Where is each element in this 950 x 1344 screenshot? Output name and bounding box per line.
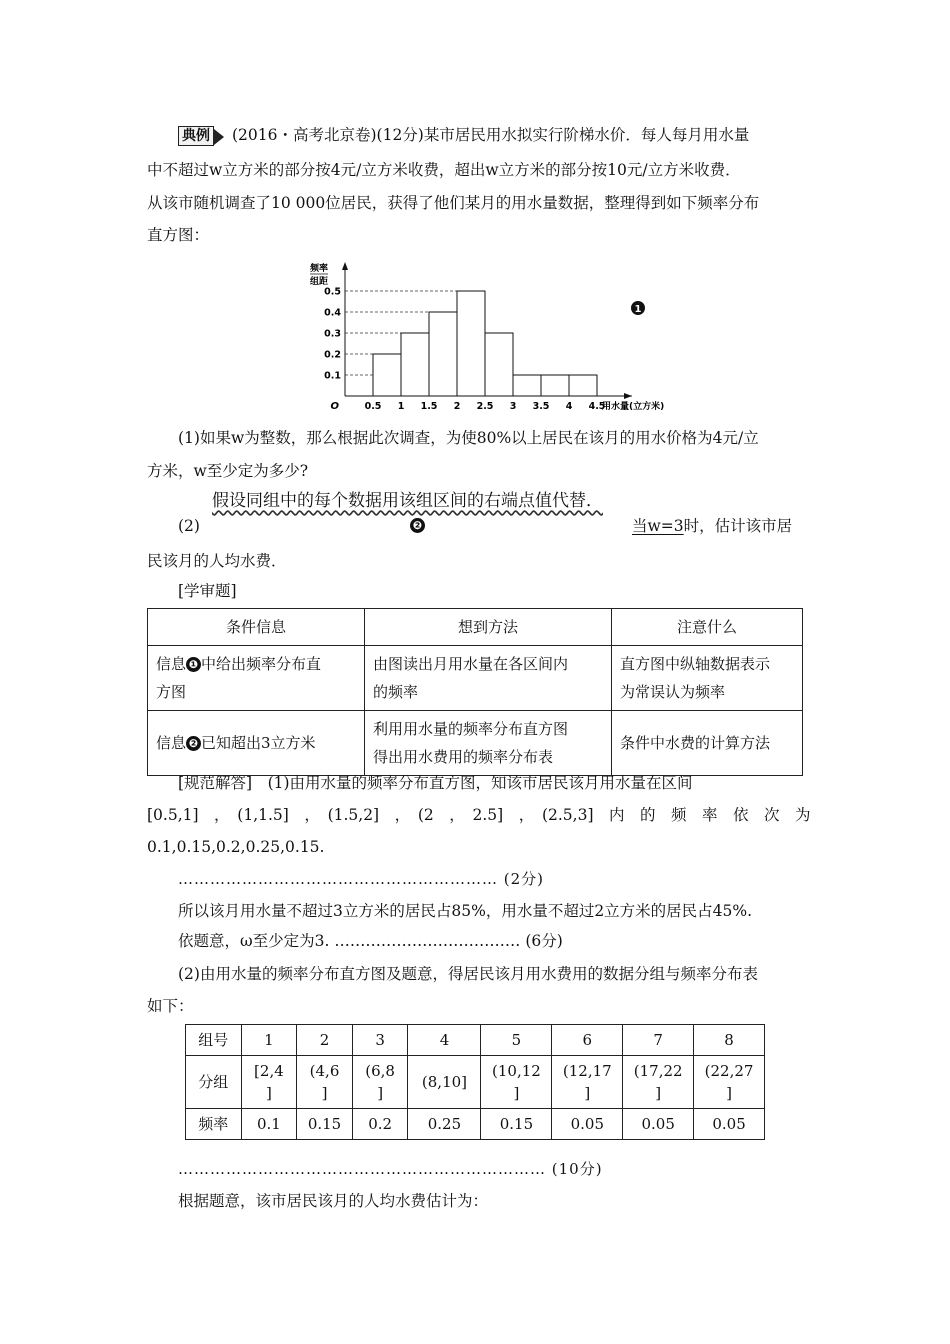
marker-1 — [631, 301, 645, 315]
question-1-line-2: 方米，w至少定为多少? — [147, 462, 309, 480]
fee-table-cell: 0.05 — [694, 1109, 765, 1140]
histogram-bar — [513, 375, 541, 396]
example-line-3: 从该市随机调查了10 000位居民，获得了他们某月的用水量数据，整理得到如下频率分布 — [147, 194, 760, 212]
fee-frequency-table — [185, 1024, 765, 1140]
review-info-cell: 信息 ❶ 中给出频率分布直 方图 — [148, 646, 365, 711]
fee-table-cell: 0.15 — [297, 1109, 353, 1140]
fee-table-row-label: 频率 — [186, 1109, 242, 1140]
question-2-label: (2) — [178, 517, 200, 535]
fee-table-cell: 0.05 — [552, 1109, 623, 1140]
fee-table-cell: 0.2 — [352, 1109, 408, 1140]
histogram-bar — [457, 291, 485, 396]
histogram-bar — [429, 312, 457, 396]
frequency-histogram — [300, 258, 670, 418]
fee-table-cell: 8 — [694, 1025, 765, 1056]
fee-table-cell: 0.05 — [623, 1109, 694, 1140]
review-header-cell: 注意什么 — [612, 609, 803, 646]
solution-line-2: [0.5,1] ， (1,1.5] ， (1.5,2] ， (2 ， 2.5] ， (2.5,3] 内 的 频 率 依 次 为 — [147, 806, 811, 824]
question-1-line-1: (1)如果w为整数，那么根据此次调查，为使80%以上居民在该月的用水价格为4元/立 — [178, 429, 759, 447]
x-axis-label: 用水量(立方米) — [602, 402, 665, 412]
solution-line-5: 依题意，ω至少定为3. ……………………………… (6分) — [178, 932, 563, 950]
x-tick-label: 0.5 — [364, 401, 382, 412]
marker-1-text: 1 — [634, 304, 642, 315]
x-tick-label: 2.5 — [476, 401, 494, 412]
y-tick-label: 0.1 — [324, 370, 341, 382]
histogram-bar — [373, 354, 401, 396]
question-2-tail: 当w=3时，估计该市居 — [632, 517, 793, 535]
fee-table-cell: 1 — [241, 1025, 297, 1056]
x-tick-label: 3 — [509, 401, 517, 412]
example-line-1: 典例 (2016・高考北京卷)(12分)某市居民用水拟实行阶梯水价．每人每月用水量 — [178, 124, 749, 146]
fee-table-cell: 6 — [552, 1025, 623, 1056]
review-row — [148, 711, 803, 776]
x-tick-label: 1.5 — [420, 401, 438, 412]
fee-table-cell: 5 — [481, 1025, 552, 1056]
y-axis-label-top: 频率 — [310, 264, 329, 274]
x-tick-label: 3.5 — [532, 401, 550, 412]
solution-line-7: 如下： — [147, 997, 194, 1015]
y-tick-label: 0.3 — [324, 328, 341, 340]
solution-line-3: 0.1,0.15,0.2,0.25,0.15. — [147, 838, 325, 856]
score-line-3: …………………………………………………………… (10分) — [178, 1160, 603, 1178]
solution-line-8: 根据题意，该市居民该月的人均水费估计为： — [178, 1192, 489, 1210]
x-axis-arrow — [624, 393, 632, 399]
review-method-cell: 由图读出月用水量在各区间内 的频率 — [365, 646, 612, 711]
solution-line-6: (2)由用水量的频率分布直方图及题意，得居民该月用水费用的数据分组与频率分布表 — [178, 965, 758, 983]
fee-table-cell: (22,27 ] — [694, 1056, 765, 1109]
fee-table-cell: (17,22 ] — [623, 1056, 694, 1109]
x-tick-label: 4.5 — [588, 401, 606, 412]
fee-table-cell: 0.1 — [241, 1109, 297, 1140]
fee-table-row-freqs — [186, 1109, 765, 1140]
marker-2-icon: ❷ — [186, 736, 201, 751]
question-2-note: 假设同组中的每个数据用该组区间的右端点值代替． — [212, 491, 603, 511]
fee-table-row-ids — [186, 1025, 765, 1056]
review-header-cell: 条件信息 — [148, 609, 365, 646]
marker-2 — [410, 514, 425, 536]
fee-table-cell: (10,12 ] — [481, 1056, 552, 1109]
fee-table-cell: (6,8 ] — [352, 1056, 408, 1109]
histogram-bar — [541, 375, 569, 396]
marker-2-icon: ❷ — [410, 518, 425, 533]
fee-table-cell: 4 — [408, 1025, 481, 1056]
histogram-bar — [485, 333, 513, 396]
fee-table-row-groups — [186, 1056, 765, 1109]
histogram-bar — [401, 333, 429, 396]
fee-table-cell: 7 — [623, 1025, 694, 1056]
score-line-1: …………………………………………………… (2分) — [178, 870, 545, 888]
solution-line-4: 所以该月用水量不超过3立方米的居民占85%，用水量不超过2立方米的居民占45%. — [178, 902, 753, 920]
review-method-cell: 利用用水量的频率分布直方图 得出用水费用的频率分布表 — [365, 711, 612, 776]
marker-1-icon: ❶ — [186, 657, 201, 672]
question-2-line-2: 民该月的人均水费． — [147, 552, 287, 570]
x-tick-label: 4 — [565, 401, 573, 412]
y-axis-label-bottom: 组距 — [310, 277, 329, 287]
review-note-cell: 条件中水费的计算方法 — [612, 711, 803, 776]
fee-table-row-label: 组号 — [186, 1025, 242, 1056]
fee-table-cell: 0.25 — [408, 1109, 481, 1140]
x-tick-label: 2 — [453, 401, 461, 412]
solution-line-1: [规范解答] (1)由用水量的频率分布直方图，知该市居民该月用水量在区间 — [178, 774, 693, 792]
example-line-2: 中不超过w立方米的部分按4元/立方米收费，超出w立方米的部分按10元/立方米收费． — [147, 161, 741, 179]
example-tag: 典例 — [178, 126, 214, 146]
fee-table-row-label: 分组 — [186, 1056, 242, 1109]
y-tick-label: 0.4 — [324, 307, 341, 319]
histogram-bar — [569, 375, 597, 396]
fee-table-cell: 0.15 — [481, 1109, 552, 1140]
fee-table-cell: 2 — [297, 1025, 353, 1056]
review-heading: [学审题] — [178, 582, 237, 600]
review-table — [147, 608, 803, 776]
review-info-cell: 信息 ❷ 已知超出3立方米 — [148, 711, 365, 776]
fee-table-cell: (8,10] — [408, 1056, 481, 1109]
y-axis-arrow — [342, 262, 348, 270]
review-header-row — [148, 609, 803, 646]
y-tick-label: 0.5 — [324, 286, 341, 298]
review-note-cell: 直方图中纵轴数据表示 为常误认为频率 — [612, 646, 803, 711]
origin-label: O — [330, 401, 339, 412]
x-tick-label: 1 — [397, 401, 405, 412]
fee-table-cell: [2,4 ] — [241, 1056, 297, 1109]
fee-table-cell: 3 — [352, 1025, 408, 1056]
review-header-cell: 想到方法 — [365, 609, 612, 646]
example-line-4: 直方图： — [147, 226, 210, 244]
fee-table-cell: (4,6 ] — [297, 1056, 353, 1109]
review-row — [148, 646, 803, 711]
fee-table-cell: (12,17 ] — [552, 1056, 623, 1109]
y-tick-label: 0.2 — [324, 349, 341, 361]
